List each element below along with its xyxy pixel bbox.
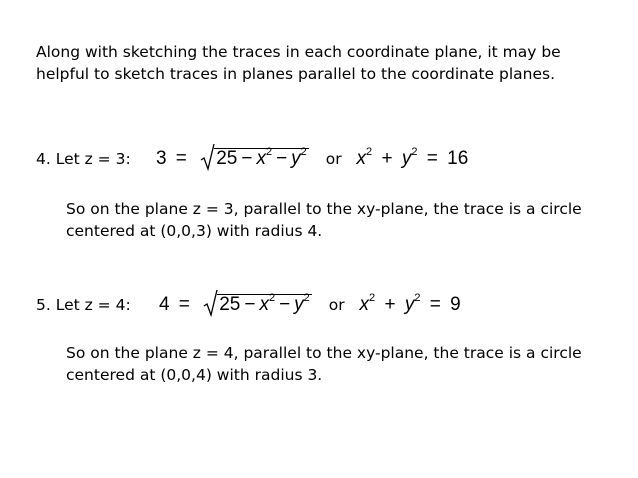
radicand [214,148,309,169]
item-5-result: So on the plane z = 4, parallel to the xy-plane, the trace is a circle centered at (0,0,4) with radius 3. [66,344,582,384]
radicand-constant: 25 [219,294,241,315]
item-4-label: 4. Let z = 3: [36,150,131,168]
minus-sign: − [276,148,288,169]
exponent: 2 [303,292,310,304]
var-x: x [256,148,266,169]
or-connector: or [325,150,342,168]
plus-sign: + [381,148,393,169]
exponent: 2 [411,146,418,158]
exponent: 2 [268,292,276,304]
equals-sign: = [178,294,190,315]
var-y: y [291,148,301,169]
minus-sign: − [244,294,256,315]
radicand-constant: 25 [216,148,238,169]
var-x: x [359,294,370,315]
item-4-lhs: 3 [155,148,167,169]
item-4-equation-line [36,148,468,170]
item-5-circle-equation [360,294,461,316]
exponent: 2 [414,292,421,304]
intro-paragraph: Along with sketching the traces in each coordinate plane, it may be helpful to sketch traces in planes parallel to the coordinate planes. [36,43,561,83]
item-4-circle-equation [357,148,469,170]
radicand [217,294,312,315]
item-5-label: 5. Let z = 4: [36,296,131,314]
plus-sign: + [384,294,396,315]
item-4-rhs-value: 16 [447,148,469,169]
radical-sign-icon [200,142,216,172]
exponent: 2 [369,292,376,304]
exponent: 2 [366,146,373,158]
equals-sign: = [429,294,441,315]
item-5-rhs-value: 9 [450,294,461,315]
equals-sign: = [175,148,187,169]
item-4-result: So on the plane z = 3, parallel to the xy-plane, the trace is a circle centered at (0,0,3) with radius 4. [66,200,582,240]
item-4-equation [156,148,309,170]
var-x: x [356,148,367,169]
exponent: 2 [300,146,307,158]
square-root [203,294,312,316]
var-y: y [294,294,304,315]
var-y: y [404,294,415,315]
minus-sign: − [279,294,291,315]
var-x: x [259,294,269,315]
square-root [200,148,309,170]
minus-sign: − [241,148,253,169]
var-y: y [401,148,412,169]
radical-sign-icon [203,288,219,318]
equals-sign: = [426,148,438,169]
or-connector: or [328,296,345,314]
item-5-equation [159,294,312,316]
item-5-equation-line [36,294,461,316]
exponent: 2 [265,146,273,158]
item-5-lhs: 4 [158,294,170,315]
